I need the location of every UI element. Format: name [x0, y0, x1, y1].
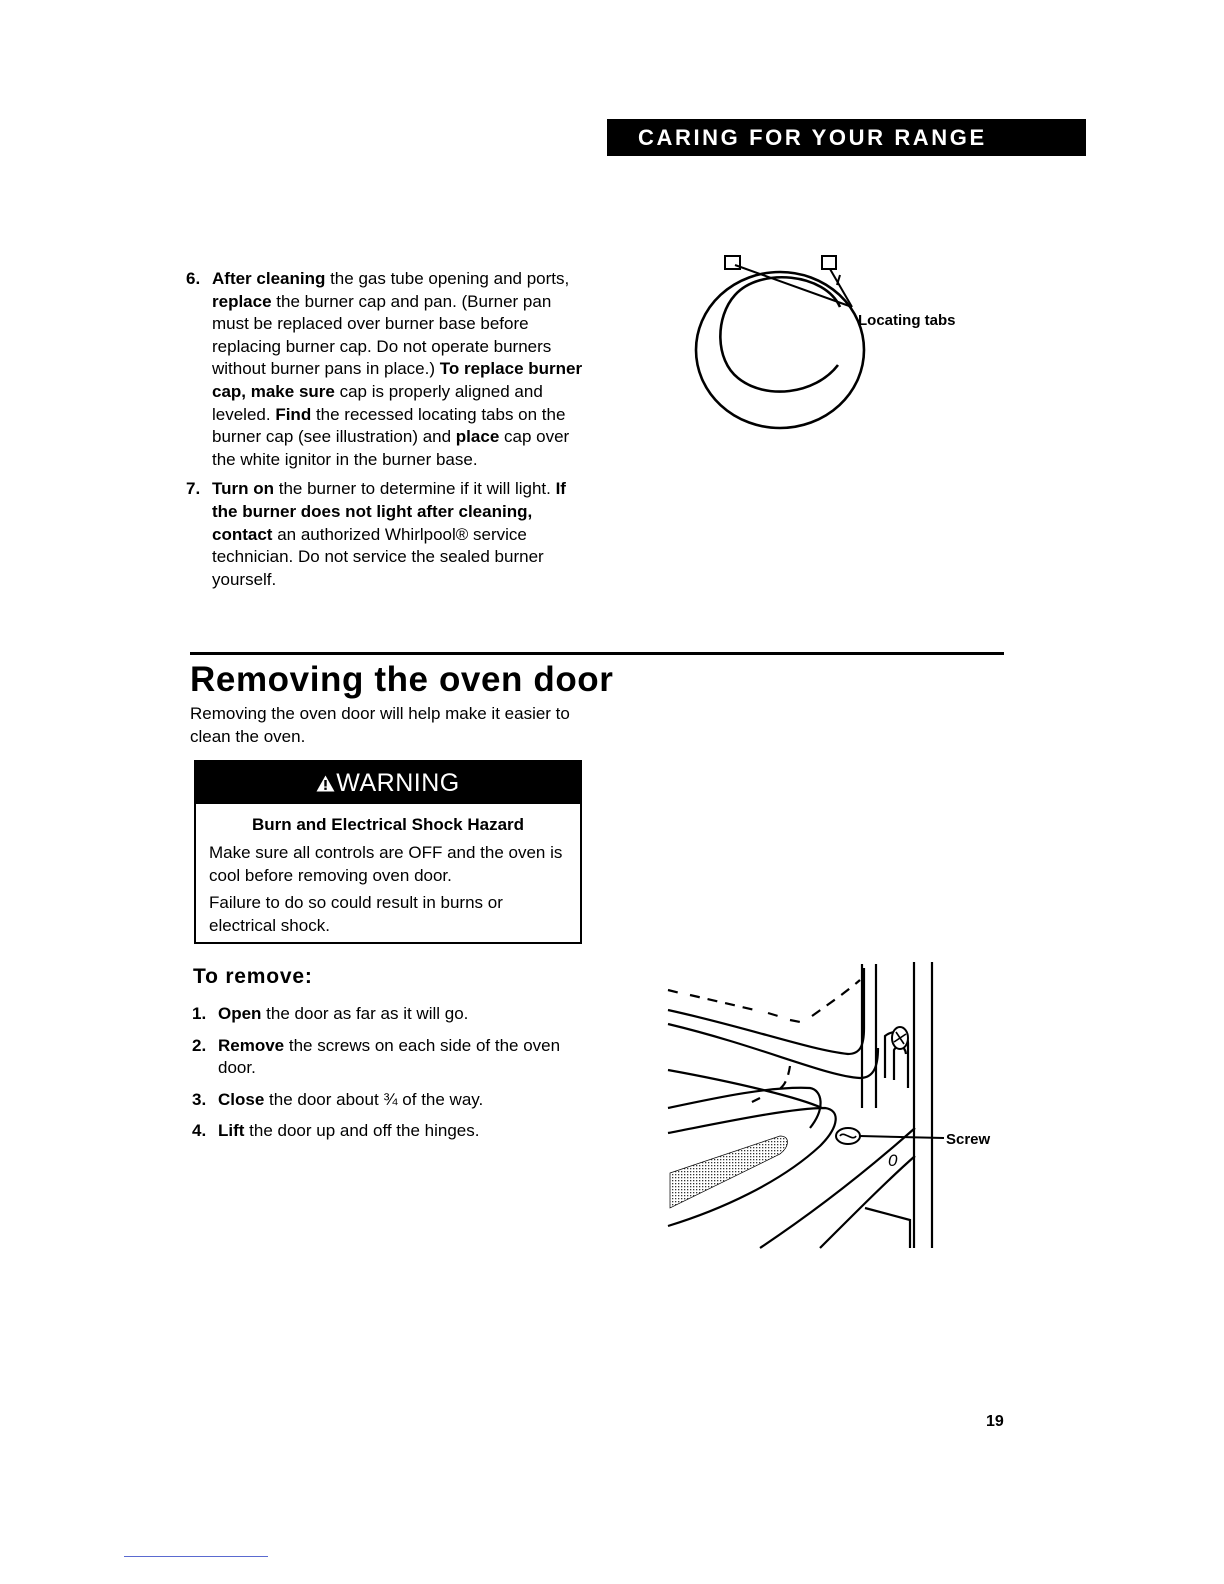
warning-header: [196, 762, 580, 804]
remove-steps-list: [192, 1003, 588, 1152]
step-number: 7.: [186, 479, 201, 499]
door-top-edge: [668, 1024, 878, 1078]
step-text: the screws on each side of the oven door.: [218, 1035, 561, 1078]
step-keyword: replace: [212, 291, 272, 311]
step-text: an authorized Whirlpool® service technician. Do not service the sealed burner yourself.: [212, 524, 544, 589]
oven-door-title: Removing the oven door: [190, 660, 614, 699]
step-keyword: Lift: [218, 1121, 245, 1141]
hinge-slot-mark: 0: [888, 1151, 898, 1170]
step-keyword: place: [455, 427, 500, 447]
warning-box: [194, 760, 582, 944]
step-keyword: To replace burner cap, make sure: [212, 359, 583, 401]
step-keyword: After cleaning: [212, 269, 326, 288]
step-text: the recessed locating tabs on the burner cap (see illustration) and: [212, 404, 566, 447]
step-number: 3.: [192, 1089, 207, 1109]
step-number: 1.: [192, 1004, 207, 1023]
warning-paragraph: Make sure all controls are OFF and the oven is cool before removing oven door.: [209, 843, 563, 885]
step-number: 4.: [192, 1121, 207, 1141]
locating-tabs-label: Locating tabs: [858, 312, 956, 329]
list-item: [186, 478, 584, 591]
step-keyword: Open: [218, 1004, 262, 1023]
step-text: cap over the white ignitor in the burner base.: [212, 427, 570, 469]
door-bevel: [668, 1088, 821, 1128]
list-item: [192, 1003, 588, 1026]
step-keyword: Find: [275, 404, 312, 424]
step-keyword: Remove: [218, 1035, 285, 1055]
step-keyword: Turn on: [212, 479, 274, 499]
warning-paragraph: Failure to do so could result in burns or electrical shock.: [209, 893, 503, 935]
list-item: [192, 1089, 588, 1112]
burner-cap-drawing: [690, 255, 990, 435]
warning-triangle-icon: [316, 775, 335, 792]
step-text: the burner cap and pan. (Burner pan must be replaced over burner base before replacing burner cap. Do not operate burners without burner pans in place.): [212, 291, 552, 379]
section-divider: [190, 652, 1004, 655]
oven-door-hinge-illustration: [660, 958, 1020, 1258]
to-remove-heading: To remove:: [193, 965, 313, 988]
list-item: [186, 268, 584, 471]
step-text: the door up and off the hinges.: [244, 1121, 480, 1141]
dash-line: [748, 1066, 790, 1104]
hinge-latch: [865, 1208, 910, 1248]
step-number: 6.: [186, 269, 201, 288]
door-top-edge: [668, 968, 864, 1054]
page-number: 19: [986, 1413, 1004, 1430]
step-text: cap is properly aligned and leveled.: [212, 381, 543, 424]
hinge-arm: [894, 1046, 906, 1080]
screw-label: Screw: [946, 1131, 991, 1148]
door-hatch: [670, 1136, 788, 1208]
list-item: [192, 1120, 588, 1143]
warning-hazard-title: Burn and Electrical Shock Hazard: [251, 815, 525, 834]
step-text: the door as far as it will go.: [261, 1004, 469, 1023]
step-text: the door about ¾ of the way.: [264, 1089, 484, 1109]
burner-steps-list: [186, 268, 584, 598]
step-text: the gas tube opening and ports,: [325, 269, 570, 288]
step-keyword: If the burner does not light after cleaning, contact: [212, 479, 566, 544]
list-item: [192, 1035, 588, 1080]
step-keyword: Close: [218, 1089, 265, 1109]
locating-tab-right: [822, 256, 836, 269]
step-number: 2.: [192, 1035, 207, 1055]
locating-tab-left: [725, 256, 740, 269]
oven-door-intro: Removing the oven door will help make it easier to clean the oven.: [190, 704, 570, 746]
step-text: the burner to determine if it will light.: [274, 479, 556, 499]
section-banner: CARING FOR YOUR RANGE: [607, 119, 1086, 156]
warning-header-label: WARNING: [336, 769, 460, 797]
footer-rule: [124, 1556, 268, 1557]
